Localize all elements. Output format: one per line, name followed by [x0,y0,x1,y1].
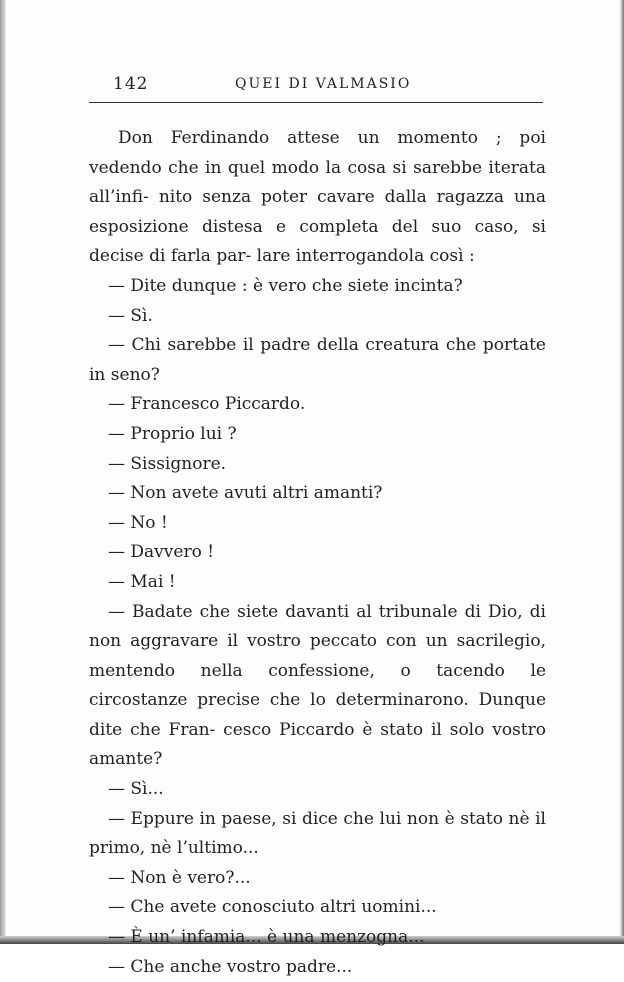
dialogue-line: — Mai ! [108,571,176,592]
dialogue-line: — No ! [108,512,168,533]
dialogue-line: — Sissignore. [108,453,227,474]
dialogue-line: — Francesco Piccardo. [108,394,306,415]
page-right-edge-shadow [620,0,624,944]
dialogue-line: — Chi sarebbe il padre della creatura che portate in seno? [89,335,546,385]
dialogue-line: — Proprio lui ? [108,423,237,444]
running-title: QUEI DI VALMASIO [235,76,412,92]
dialogue-line: — Non avete avuti altri amanti? [108,483,383,504]
dialogue-line: — Che avete conosciuto altri uomini... [108,897,437,918]
dialogue-line: — Non è vero?... [108,867,251,888]
dialogue-line: — È un’ infamia... è una menzogna... [108,927,425,948]
dialogue-line: — Sì. [108,305,153,326]
page-left-edge-shadow [0,0,6,944]
dialogue-line: — Sì... [108,779,164,800]
dialogue-line: — Che anche vostro padre... [108,956,353,977]
page-number: 142 [113,74,149,94]
body-text [89,124,546,982]
dialogue-line: — Davvero ! [108,542,215,563]
page-header [89,72,543,103]
dialogue-line: — Dite dunque : è vero che siete incinta? [108,275,463,296]
dialogue-line: — Badate che siete davanti al tribunale di Dio, di non aggravare il vostro peccato con un sacrilegio, mentendo nella confessione, o tacendo le circostanze precise che lo determinarono. Dunque dite che Fran- cesco Piccardo è stato il solo vostro amante? [89,601,546,770]
dialogue-line: — Eppure in paese, si dice che lui non è stato nè il primo, nè l’ultimo... [89,808,546,859]
paragraph-narration: Don Ferdinando attese un momento ; poi vedendo che in quel modo la cosa si sarebbe iterata all’infi- nito senza poter cavare dalla ragazza una esposizione distesa e completa del suo caso, si decise di farla par- lare interrogandola così : [89,128,546,267]
